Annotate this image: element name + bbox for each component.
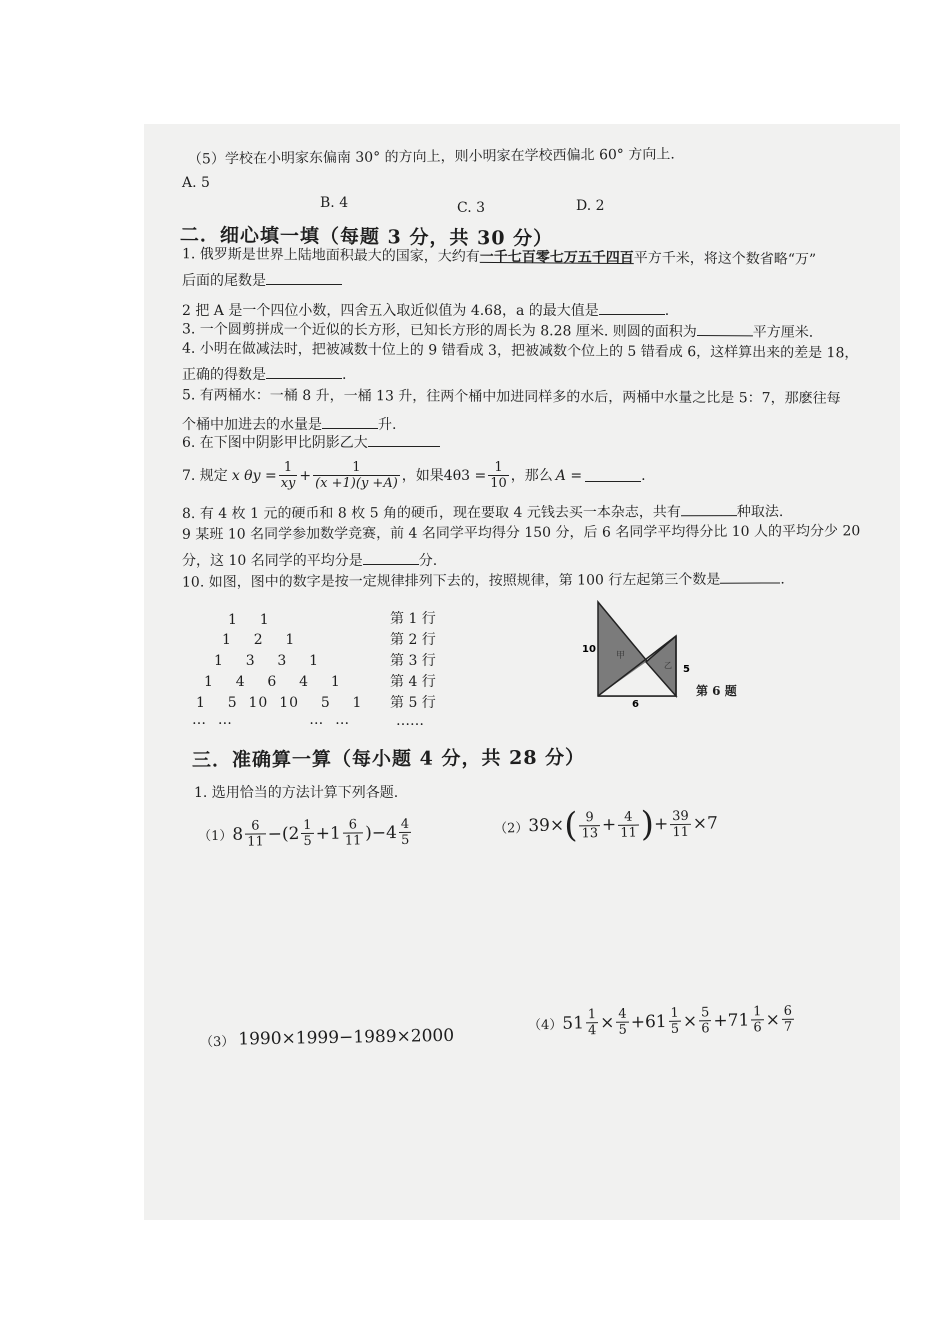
figure-shade-a-label: 甲 [616, 651, 626, 661]
problem-3-label: （3） [199, 1034, 235, 1050]
q1-line1 [182, 245, 816, 269]
q2-line: 2 把 A 是一个四位小数，四舍五入取近似值为 4.68，a 的最大值是 . [182, 303, 670, 319]
q1-text-b: 平方千米，将这个数省略“万” [633, 250, 817, 268]
figure-label-bottom: 6 [632, 699, 639, 708]
q5-line1: 5. 有两桶水：一桶 8 升，一桶 13 升，往两个桶中加进同样多的水后，两桶中水量之比是 5：7，那麽往每 [181, 387, 841, 407]
problem-2-label: （2） [493, 820, 529, 837]
q8-text-b: 种取法. [736, 503, 784, 521]
problem-2: （2） 39× ( $\frac{9}{13}$ + $\frac{4}{11}$ ) + $\frac{39}{11}$ ×7 [493, 804, 719, 846]
q6-figure [580, 596, 710, 708]
q7-text-b: ，如果 [401, 467, 444, 484]
q9-line1: 9 某班 10 名同学参加数学竞赛，前 4 名同学平均得分 150 分，后 6 名同学平均得分比 10 人的平均分少 20 [181, 523, 861, 543]
figure-shade-b-label: 乙 [664, 661, 672, 670]
q1-underlined-number: 一千七百零七万五千四百 [479, 248, 634, 267]
figure-caption: 第 6 题 [696, 684, 737, 698]
section3-title: 三．准确算一算（每小题 4 分，共 28 分） [191, 746, 586, 772]
option-d: D. 2 [576, 198, 605, 214]
option-c: C. 3 [457, 200, 486, 216]
row-label-1: 第 1 行 [390, 611, 436, 627]
q7-variable: A = [555, 467, 583, 484]
q3-text-b: 平方厘米. [752, 324, 814, 341]
problem-4-label: （4） [527, 1017, 563, 1034]
q5-text-c: 升. [378, 417, 397, 433]
q8-line [182, 503, 783, 523]
mc-question: （5）学校在小明家东偏南 30° 的方向上，则小明家在学校西偏北 60° 方向上. [187, 146, 675, 168]
row-label-ellipsis: …… [396, 713, 424, 729]
q6-text: 6. 在下图中阴影甲比阴影乙大 [182, 435, 368, 451]
q7-fraction-1: $\frac{1}{xy}$ [280, 460, 296, 491]
q9-text-b: 分，这 10 名同学的平均分是 [182, 553, 363, 569]
problem-1-label: （1） [197, 828, 233, 845]
q4-line2: 正确的得数是 . [182, 367, 347, 383]
triangle-row-3: 1 3 3 1 [214, 653, 320, 669]
q3-text-a: 3. 一个圆剪拼成一个近似的长方形，已知长方形的周长为 8.28 厘米. 则圆的面积为 [181, 321, 697, 341]
figure-label-left: 10 [582, 644, 596, 655]
q2-text: 2 把 A 是一个四位小数，四舍五入取近似值为 4.68，a 的最大值是 [182, 303, 599, 319]
q5-text-b: 个桶中加进去的水量是 [182, 417, 322, 433]
triangle-row-2: 1 2 1 [222, 632, 296, 648]
q3-line [182, 320, 813, 341]
section3-instruction: 1. 选用恰当的方法计算下列各题. [194, 785, 399, 801]
q7-line: 7. 规定 x θy = $\frac{1}{xy}$ + $\frac{1}{(x +1)(y +A)}$ ，如果 4θ3 = $\frac{1}{10}$ ，那么 A = . [182, 460, 646, 491]
q7-equation: 4θ3 = [443, 467, 487, 484]
q10-line: 10. 如图，图中的数字是按一定规律排列下去的，按照规律，第 100 行左起第三个数是 . [181, 571, 785, 591]
section2-title: 二．细心填一填（每题 3 分，共 30 分） [179, 224, 554, 250]
q5-answer-blank[interactable] [322, 416, 378, 429]
q2-answer-blank[interactable] [599, 302, 665, 315]
row-label-3: 第 3 行 [390, 653, 436, 669]
q4-answer-blank[interactable] [266, 366, 342, 379]
q1-line2 [182, 272, 342, 290]
triangle-row-ellipsis: … … … … [192, 712, 351, 728]
q1-text-a: 1. 俄罗斯是世界上陆地面积最大的国家，大约有 [181, 246, 480, 265]
q7-answer-blank[interactable] [585, 469, 641, 482]
problem-3-expression: 1990×1999−1989×2000 [238, 1025, 455, 1050]
q5-line2 [182, 416, 396, 434]
q8-answer-blank[interactable] [681, 503, 737, 516]
q9-answer-blank[interactable] [363, 552, 419, 565]
q7-fraction-2: $\frac{1}{(x +1)(y +A)}$ [315, 460, 398, 491]
row-label-2: 第 2 行 [390, 632, 436, 648]
q6-line [182, 434, 440, 452]
q9-line2 [182, 552, 437, 570]
triangle-row-5: 1 5 10 10 5 1 [196, 695, 363, 711]
q4-text-b: 正确的得数是 [182, 367, 266, 383]
row-label-5: 第 5 行 [390, 695, 436, 711]
q3-answer-blank[interactable] [697, 323, 753, 336]
q7-fraction-3: $\frac{1}{10}$ [490, 460, 507, 491]
q7-text-c: ，那么 [510, 467, 553, 484]
q10-answer-blank[interactable] [720, 570, 780, 583]
option-a: A. 5 [182, 175, 210, 191]
q6-answer-blank[interactable] [368, 434, 440, 447]
q1-answer-blank[interactable] [266, 272, 342, 285]
problem-3 [200, 1026, 454, 1050]
option-b: B. 4 [320, 195, 349, 211]
triangle-row-4: 1 4 6 4 1 [204, 674, 341, 690]
q10-text: 10. 如图，图中的数字是按一定规律排列下去的，按照规律，第 100 行左起第三个数是 [181, 571, 721, 591]
problem-4: （4） 51 $\frac{1}{4}$ × $\frac{4}{5}$ +61 $\frac{1}{5}$ × $\frac{5}{6}$ +71 $\frac{1}{6}$ × $\frac{6}{7}$ [527, 1003, 793, 1039]
figure-label-right: 5 [683, 664, 690, 675]
problem-1: （1） 8 $\frac{6}{11}$ −(2 $\frac{1}{5}$ +1 $\frac{6}{11}$ )−4 $\frac{4}{5}$ [197, 816, 410, 850]
q7-operator: x θy = [231, 467, 277, 484]
q4-line1: 4. 小明在做减法时，把被减数十位上的 9 错看成 3，把被减数个位上的 5 错看成 6，这样算出来的差是 18， [181, 340, 859, 362]
triangle-row-1: 1 1 [228, 612, 270, 628]
exam-sheet [144, 124, 900, 1220]
q7-text-a: 7. 规定 [182, 467, 228, 484]
q1-text-c: 后面的尾数是 [182, 273, 266, 289]
q9-text-c: 分. [418, 553, 438, 569]
row-label-4: 第 4 行 [390, 674, 436, 690]
q8-text-a: 8. 有 4 枚 1 元的硬币和 8 枚 5 角的硬币，现在要取 4 元钱去买一本杂志，共有 [181, 504, 681, 523]
